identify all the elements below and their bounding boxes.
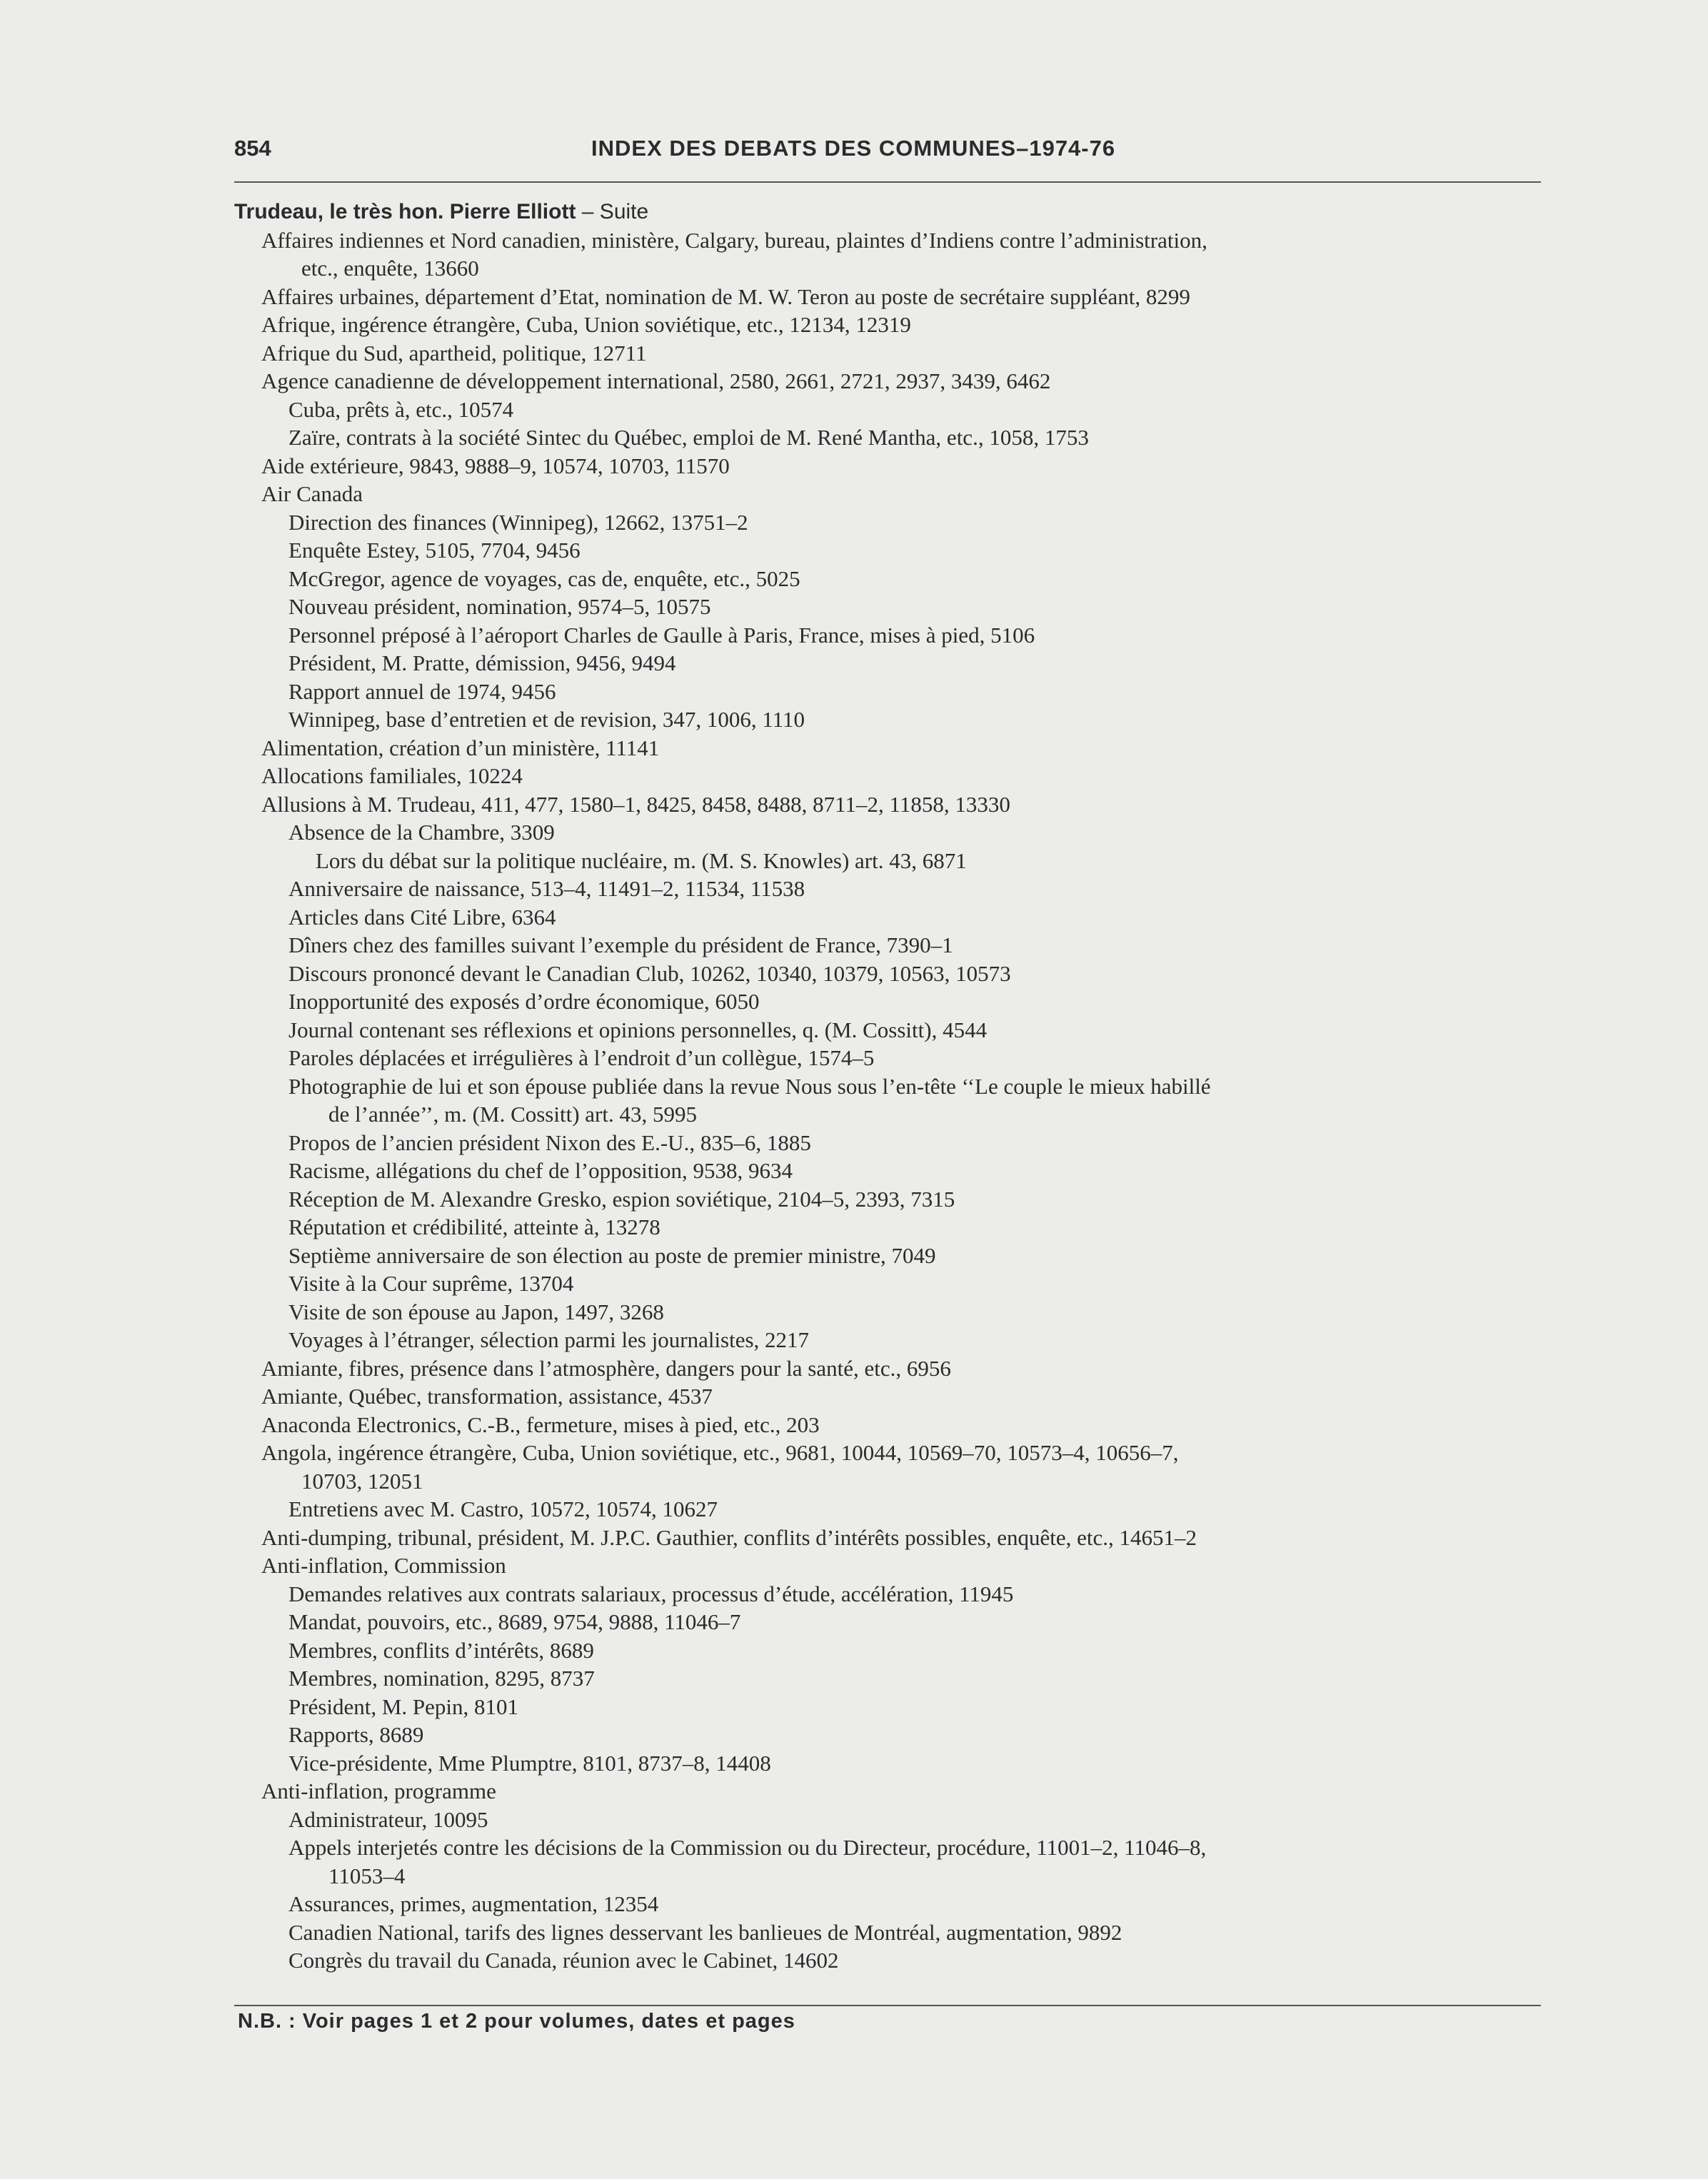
index-entry: McGregor, agence de voyages, cas de, enquête, etc., 5025: [288, 565, 800, 591]
index-entry: Appels interjetés contre les décisions de la Commission ou du Directeur, procédure, 11001–2, 11046–8,: [288, 1835, 1207, 1860]
index-entry: Amiante, fibres, présence dans l’atmosphère, dangers pour la santé, etc., 6956: [261, 1355, 951, 1381]
index-entry: Articles dans Cité Libre, 6364: [288, 904, 556, 930]
index-entry: Congrès du travail du Canada, réunion avec le Cabinet, 14602: [288, 1948, 839, 1973]
index-entry: Réception de M. Alexandre Gresko, espion soviétique, 2104–5, 2393, 7315: [288, 1186, 955, 1212]
index-entry: Président, M. Pepin, 8101: [288, 1694, 519, 1719]
index-entry: Allocations familiales, 10224: [261, 763, 523, 788]
index-entry: Membres, conflits d’intérêts, 8689: [288, 1637, 594, 1663]
index-entry: 10703, 12051: [301, 1468, 423, 1494]
index-entry: Propos de l’ancien président Nixon des E.-U., 835–6, 1885: [288, 1129, 811, 1155]
index-entry: Zaïre, contrats à la société Sintec du Québec, emploi de M. René Mantha, etc., 1058, 1753: [288, 425, 1089, 450]
index-entry: etc., enquête, 13660: [301, 256, 479, 281]
index-entry: Visite à la Cour suprême, 13704: [288, 1271, 574, 1296]
index-entry: Entretiens avec M. Castro, 10572, 10574, 10627: [288, 1496, 718, 1521]
index-entry: Anniversaire de naissance, 513–4, 11491–2, 11534, 11538: [288, 876, 805, 901]
page-number: 854: [234, 136, 271, 161]
index-entry: Personnel préposé à l’aéroport Charles de Gaulle à Paris, France, mises à pied, 5106: [288, 622, 1035, 648]
index-entry: Anti-inflation, programme: [261, 1778, 496, 1803]
index-entry: Alimentation, création d’un ministère, 11141: [261, 735, 660, 760]
index-entry: Winnipeg, base d’entretien et de revision, 347, 1006, 1110: [288, 707, 805, 732]
index-entry: Mandat, pouvoirs, etc., 8689, 9754, 9888, 11046–7: [288, 1609, 741, 1634]
index-entry: Discours prononcé devant le Canadian Club, 10262, 10340, 10379, 10563, 10573: [288, 960, 1011, 986]
index-entry: Administrateur, 10095: [288, 1806, 488, 1832]
index-entry: Afrique du Sud, apartheid, politique, 12711: [261, 340, 647, 366]
index-entry: Amiante, Québec, transformation, assistance, 4537: [261, 1384, 713, 1409]
index-entry: Réputation et crédibilité, atteinte à, 13278: [288, 1214, 660, 1239]
index-entry: Dîners chez des familles suivant l’exemple du président de France, 7390–1: [288, 932, 953, 957]
footer-note: N.B. : Voir pages 1 et 2 pour volumes, dates et pages: [238, 2010, 795, 2033]
page-header: [234, 136, 1541, 178]
index-entry: Cuba, prêts à, etc., 10574: [288, 396, 514, 422]
running-title: INDEX DES DEBATS DES COMMUNES–1974-76: [591, 136, 1116, 161]
index-entry: Angola, ingérence étrangère, Cuba, Union soviétique, etc., 9681, 10044, 10569–70, 10573–4, 10656–7,: [261, 1440, 1179, 1465]
index-entry: Allusions à M. Trudeau, 411, 477, 1580–1, 8425, 8458, 8488, 8711–2, 11858, 13330: [261, 791, 1010, 817]
heading-name: Trudeau, le très hon. Pierre Elliott: [234, 200, 576, 223]
index-entry: Direction des finances (Winnipeg), 12662, 13751–2: [288, 509, 748, 535]
heading-suite: – Suite: [576, 200, 649, 223]
index-entry: Assurances, primes, augmentation, 12354: [288, 1891, 659, 1916]
index-entry: Affaires urbaines, département d’Etat, nomination de M. W. Teron au poste de secrétaire suppléant, 8299: [261, 283, 1190, 309]
index-entry: Aide extérieure, 9843, 9888–9, 10574, 10703, 11570: [261, 453, 730, 478]
index-entry: Affaires indiennes et Nord canadien, ministère, Calgary, bureau, plaintes d’Indiens contre l’administration,: [261, 227, 1207, 253]
index-entry: Voyages à l’étranger, sélection parmi les journalistes, 2217: [288, 1327, 810, 1352]
index-entry: Anti-dumping, tribunal, président, M. J.P.C. Gauthier, conflits d’intérêts possibles, enquête, etc., 14651–2: [261, 1524, 1197, 1550]
index-entry: Anaconda Electronics, C.-B., fermeture, mises à pied, etc., 203: [261, 1411, 820, 1437]
index-entry: Anti-inflation, Commission: [261, 1553, 506, 1578]
index-entry: Rapports, 8689: [288, 1722, 424, 1747]
footer-rule: [234, 2005, 1541, 2006]
index-entry: 11053–4: [328, 1863, 406, 1888]
index-entry: Canadien National, tarifs des lignes desservant les banlieues de Montréal, augmentation, 9892: [288, 1919, 1122, 1945]
index-entry: Président, M. Pratte, démission, 9456, 9494: [288, 650, 676, 675]
index-entry: Photographie de lui et son épouse publiée dans la revue Nous sous l’en-tête ‘‘Le couple le mieux habillé: [288, 1073, 1211, 1099]
index-entry: Agence canadienne de développement international, 2580, 2661, 2721, 2937, 3439, 6462: [261, 368, 1051, 393]
index-heading: [234, 198, 1541, 226]
index-entry: Air Canada: [261, 481, 363, 506]
index-entry: Septième anniversaire de son élection au poste de premier ministre, 7049: [288, 1242, 936, 1268]
index-entry: Afrique, ingérence étrangère, Cuba, Union soviétique, etc., 12134, 12319: [261, 312, 911, 337]
index-entry: Journal contenant ses réflexions et opinions personnelles, q. (M. Cossitt), 4544: [288, 1017, 988, 1042]
index-entry: Vice-présidente, Mme Plumptre, 8101, 8737–8, 14408: [288, 1750, 771, 1776]
index-entry: Rapport annuel de 1974, 9456: [288, 678, 556, 704]
index-entry: Membres, nomination, 8295, 8737: [288, 1666, 595, 1691]
index-entry: Demandes relatives aux contrats salariaux, processus d’étude, accélération, 11945: [288, 1581, 1014, 1606]
index-entry: Paroles déplacées et irrégulières à l’endroit d’un collègue, 1574–5: [288, 1045, 875, 1070]
index-body: [234, 198, 1541, 1975]
index-entry: Visite de son épouse au Japon, 1497, 3268: [288, 1299, 664, 1324]
index-entry: Racisme, allégations du chef de l’opposition, 9538, 9634: [288, 1158, 793, 1183]
index-entry: de l’année’’, m. (M. Cossitt) art. 43, 5995: [328, 1102, 697, 1127]
header-rule: [234, 181, 1541, 183]
index-entry: Absence de la Chambre, 3309: [288, 820, 555, 845]
index-entry: Enquête Estey, 5105, 7704, 9456: [288, 538, 581, 563]
index-entry: Nouveau président, nomination, 9574–5, 10575: [288, 594, 711, 619]
index-entry: Lors du débat sur la politique nucléaire, m. (M. S. Knowles) art. 43, 6871: [316, 847, 967, 873]
index-entry: Inopportunité des exposés d’ordre économique, 6050: [288, 989, 760, 1014]
